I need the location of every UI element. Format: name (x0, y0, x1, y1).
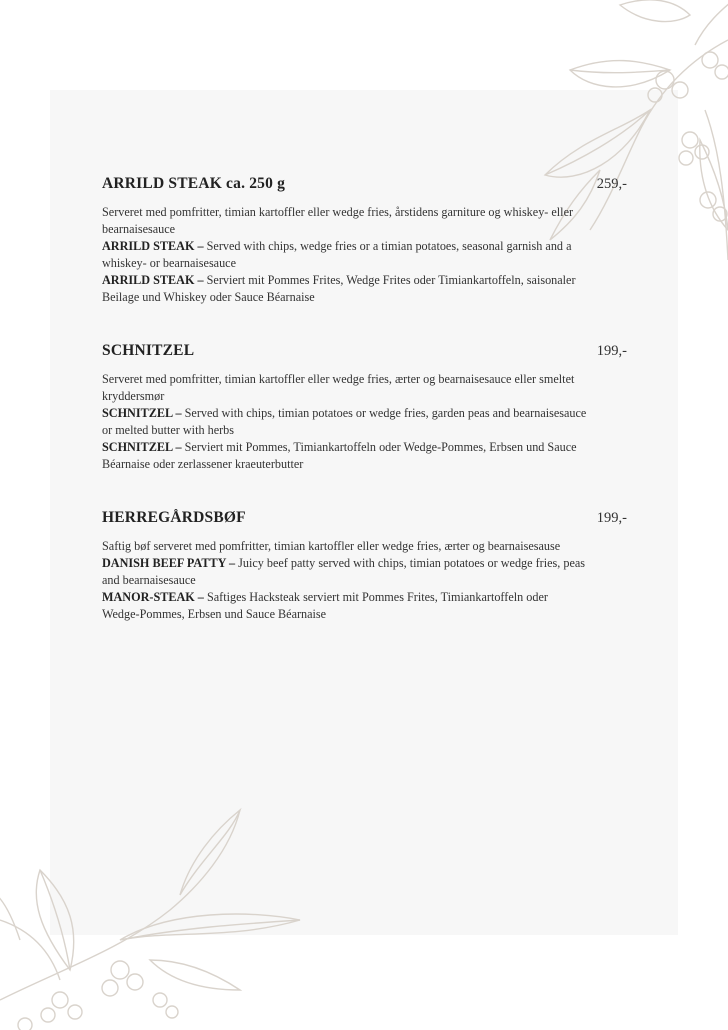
description-german (102, 272, 588, 306)
menu-item-herregardsbof (102, 509, 632, 623)
dish-title: SCHNITZEL (102, 342, 195, 359)
description-german (102, 589, 588, 623)
german-lead: ARRILD STEAK – (102, 273, 204, 287)
description-german (102, 439, 588, 473)
dish-title: HERREGÅRDSBØF (102, 509, 246, 526)
dish-price: 199,- (596, 343, 627, 359)
dish-title: ARRILD STEAK ca. 250 g (102, 175, 286, 192)
english-lead: DANISH BEEF PATTY – (102, 556, 236, 570)
description-danish: Serveret med pomfritter, timian kartoffler eller wedge fries, årstidens garniture og whiskey- eller bearnaisesauce (102, 205, 574, 236)
german-text: Saftiges Hacksteak serviert mit Pommes Frites, Timiankartoffeln oder Wedge-Pommes, Erbsen und Sauce Béarnaise (102, 590, 548, 621)
description-english (102, 238, 588, 272)
dish-price: 259,- (596, 176, 627, 192)
german-lead: SCHNITZEL – (102, 440, 182, 454)
description-danish: Saftig bøf serveret med pomfritter, timian kartoffler eller wedge fries, ærter og bearnaisesause (102, 539, 561, 553)
menu-item-schnitzel (102, 342, 632, 473)
german-text: Serviert mit Pommes, Timiankartoffeln oder Wedge-Pommes, Erbsen und Sauce Béarnaise oder zerlassener kraeuterbutter (102, 440, 577, 471)
description-danish: Serveret med pomfritter, timian kartoffler eller wedge fries, ærter og bearnaisesauce eller smeltet kryddersmør (102, 372, 575, 403)
english-text: Juicy beef patty served with chips, timian potatoes or wedge fries, peas and bearnaisesauce (102, 556, 586, 587)
english-lead: SCHNITZEL – (102, 406, 182, 420)
german-lead: MANOR-STEAK – (102, 590, 204, 604)
english-text: Served with chips, timian potatoes or wedge fries, garden peas and bearnaisesauce or melted butter with herbs (102, 406, 587, 437)
dish-price: 199,- (596, 510, 627, 526)
english-lead: ARRILD STEAK – (102, 239, 204, 253)
german-text: Serviert mit Pommes Frites, Wedge Frites oder Timiankartoffeln, saisonaler Beilage und Whiskey oder Sauce Béarnaise (102, 273, 576, 304)
description-english (102, 555, 588, 589)
description-english (102, 405, 588, 439)
english-text: Served with chips, wedge fries or a timian potatoes, seasonal garnish and a whiskey- or bearnaisesauce (102, 239, 572, 270)
menu-item-arrild-steak (102, 175, 632, 306)
